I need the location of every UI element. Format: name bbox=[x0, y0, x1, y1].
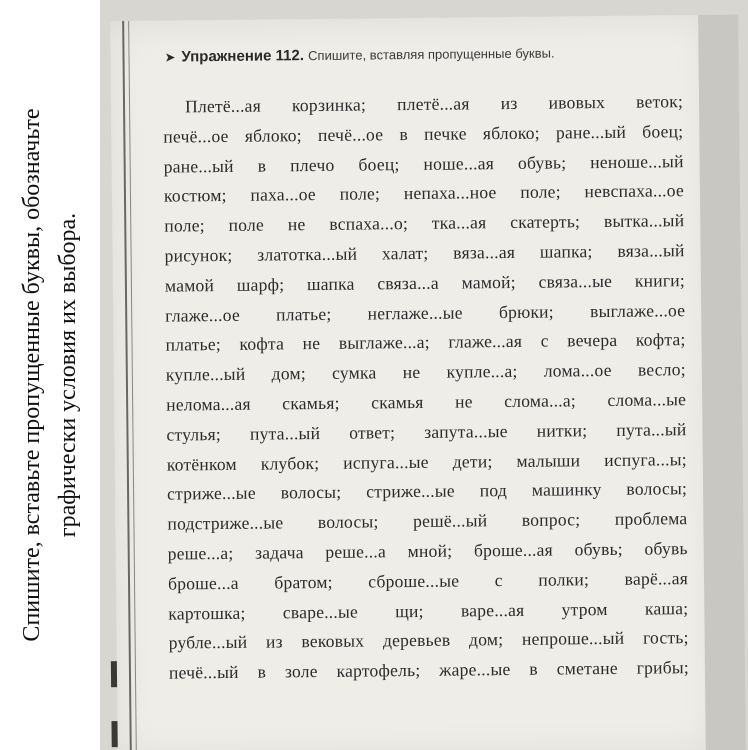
text-line: картошка; сваре...ые щи; варе...ая утром каша; bbox=[168, 597, 689, 624]
side-caption-text bbox=[14, 5, 86, 745]
text-line: нелома...ая скамья; скамья не слома...а; слома...ые bbox=[166, 389, 687, 415]
exercise-title: Упражнение 112. bbox=[181, 47, 305, 66]
text-line: броше...а братом; сброше...ые с полки; варё...ая bbox=[167, 567, 689, 594]
side-caption-line-2: графически условия их выбора. bbox=[55, 212, 81, 538]
text-line: платье; кофта не выглаже...а; глаже...ая с вечера кофта; bbox=[165, 329, 686, 355]
text-line: глаже...ое платье; неглаже...ые брюки; выглаже...ое bbox=[165, 299, 686, 326]
text-line: котёнком клубок; испуга...ые дети; малыши испуга...ы; bbox=[166, 448, 687, 475]
next-page-edge bbox=[698, 15, 746, 750]
text-line: рисунок; златотка...ый халат; вяза...ая шапка; вяза...ый bbox=[164, 240, 685, 266]
textbook-page bbox=[110, 15, 718, 750]
text-line: рубле...ый из вековых деревьев дом; непроше...ый гость; bbox=[168, 627, 689, 653]
text-line: купле...ый дом; сумка не купле...а; лома...ое весло; bbox=[165, 359, 686, 385]
text-line: подстриже...ые волосы; решё...ый вопрос; проблема bbox=[167, 508, 688, 534]
text-line: костюм; паха...ое поле; непаха...ное поле; невспаха...ое bbox=[163, 180, 685, 206]
spine-mark bbox=[111, 721, 117, 747]
text-line: Плетё...ая корзинка; плетё...ая из ивовых веток; bbox=[184, 91, 684, 117]
text-line: стриже...ые волосы; стриже...ые под машинку волосы; bbox=[166, 478, 688, 504]
side-caption bbox=[0, 0, 100, 750]
text-line: печё...ый в золе картофель; жаре...ые в сметане грибы; bbox=[168, 657, 690, 683]
text-line: поле; поле не вспаха...о; тка...ая скатерть; вытка...ый bbox=[164, 210, 685, 236]
text-line: стулья; пута...ый ответ; запута...ые нитки; пута...ый bbox=[166, 418, 687, 445]
spine-line bbox=[122, 21, 132, 750]
text-line: печё...ое яблоко; печё...ое в печке яблоко; ране...ый боец; bbox=[163, 120, 684, 147]
exercise-marker-icon: ➤ bbox=[164, 49, 176, 65]
text-line: ране...ый в плечо боец; ноше...ая обувь; неноше...ый bbox=[163, 150, 684, 177]
side-caption-line-1: Спишите, вставьте пропущенные буквы, обозначьте bbox=[19, 108, 45, 642]
exercise-header bbox=[164, 43, 684, 65]
exercise-task: Спишите, вставляя пропущенные буквы. bbox=[308, 45, 555, 64]
text-line: реше...а; задача реше...а мной; броше...ая обувь; обувь bbox=[167, 538, 688, 564]
text-line: мамой шарф; шапка связа...а мамой; связа...ые книги; bbox=[164, 269, 685, 296]
exercise-text bbox=[163, 87, 689, 688]
textbook-page-photo bbox=[100, 0, 748, 750]
spine-mark bbox=[111, 661, 117, 687]
book-spine bbox=[110, 21, 146, 750]
